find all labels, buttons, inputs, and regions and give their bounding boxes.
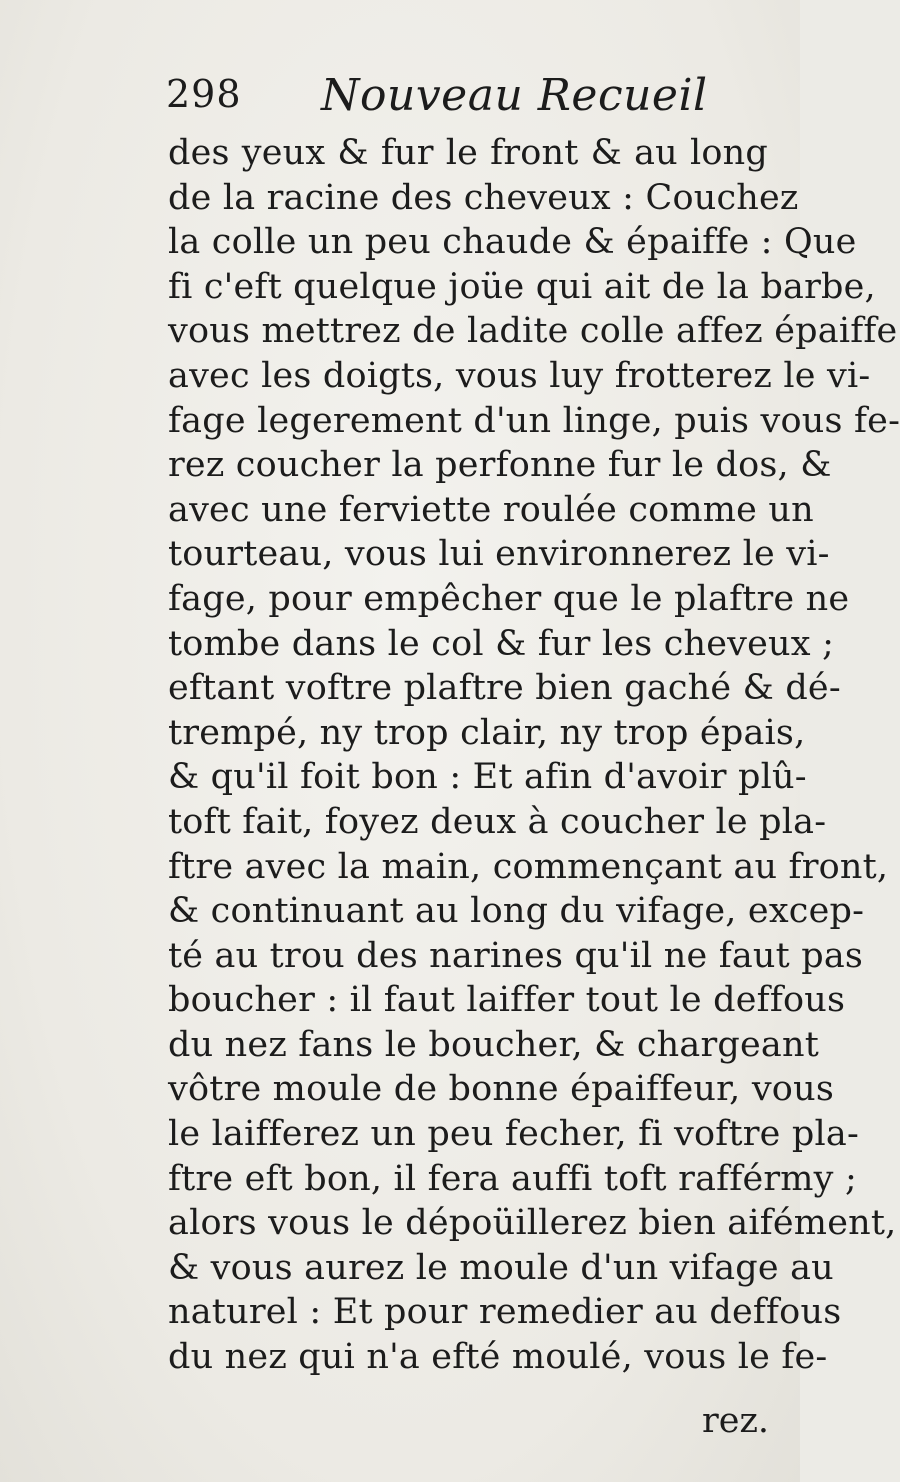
text-line: avec les doigts, vous luy frotterez le vi- bbox=[168, 355, 871, 396]
text-line: du nez fans le boucher, & chargeant bbox=[168, 1024, 819, 1065]
text-line: avec une ferviette roulée comme un bbox=[168, 489, 814, 530]
text-line: rez coucher la perfonne fur le dos, & bbox=[168, 445, 832, 486]
running-title: Nouveau Recueil bbox=[321, 70, 708, 121]
text-line: eftant voftre plaftre bien gaché & dé- bbox=[168, 668, 841, 709]
text-line: trempé, ny trop clair, ny trop épais, bbox=[168, 712, 806, 753]
text-line: vous mettrez de ladite colle affez épaiffe bbox=[168, 311, 898, 352]
text-line: ftre eft bon, il fera auffi toft rafférmy ; bbox=[168, 1158, 857, 1199]
text-line: té au trou des narines qu'il ne faut pas bbox=[168, 935, 864, 976]
text-line: tourteau, vous lui environnerez le vi- bbox=[168, 534, 830, 575]
text-line: naturel : Et pour remedier au deffous bbox=[168, 1292, 842, 1333]
text-line: de la racine des cheveux : Couchez bbox=[168, 177, 799, 218]
page-header bbox=[166, 72, 766, 132]
body-text bbox=[168, 131, 900, 1380]
text-line: des yeux & fur le front & au long bbox=[168, 133, 768, 173]
text-line: & qu'il foit bon : Et afin d'avoir plû- bbox=[168, 757, 807, 798]
catchword: rez. bbox=[702, 1401, 770, 1441]
text-line: & continuant au long du vifage, excep- bbox=[168, 891, 865, 932]
text-line: la colle un peu chaude & épaiffe : Que bbox=[168, 222, 857, 263]
text-line: du nez qui n'a efté moulé, vous le fe- bbox=[168, 1337, 828, 1378]
text-line: le laifferez un peu fecher, fi voftre pla- bbox=[168, 1114, 859, 1155]
text-line: toft fait, foyez deux à coucher le pla- bbox=[168, 801, 827, 842]
text-line: tombe dans le col & fur les cheveux ; bbox=[168, 623, 835, 664]
text-line: fi c'eft quelque joüe qui ait de la barbe, bbox=[168, 266, 876, 307]
page-number: 298 bbox=[166, 72, 242, 116]
text-line: & vous aurez le moule d'un vifage au bbox=[168, 1247, 834, 1288]
text-line: vôtre moule de bonne épaiffeur, vous bbox=[168, 1069, 834, 1110]
text-line: boucher : il faut laiffer tout le deffous bbox=[168, 980, 846, 1021]
text-line: fage legerement d'un linge, puis vous fe- bbox=[168, 400, 900, 441]
text-line: alors vous le dépoüillerez bien aifément, bbox=[168, 1203, 897, 1244]
text-line: ftre avec la main, commençant au front, bbox=[168, 846, 889, 887]
text-line: fage, pour empêcher que le plaftre ne bbox=[168, 578, 850, 619]
